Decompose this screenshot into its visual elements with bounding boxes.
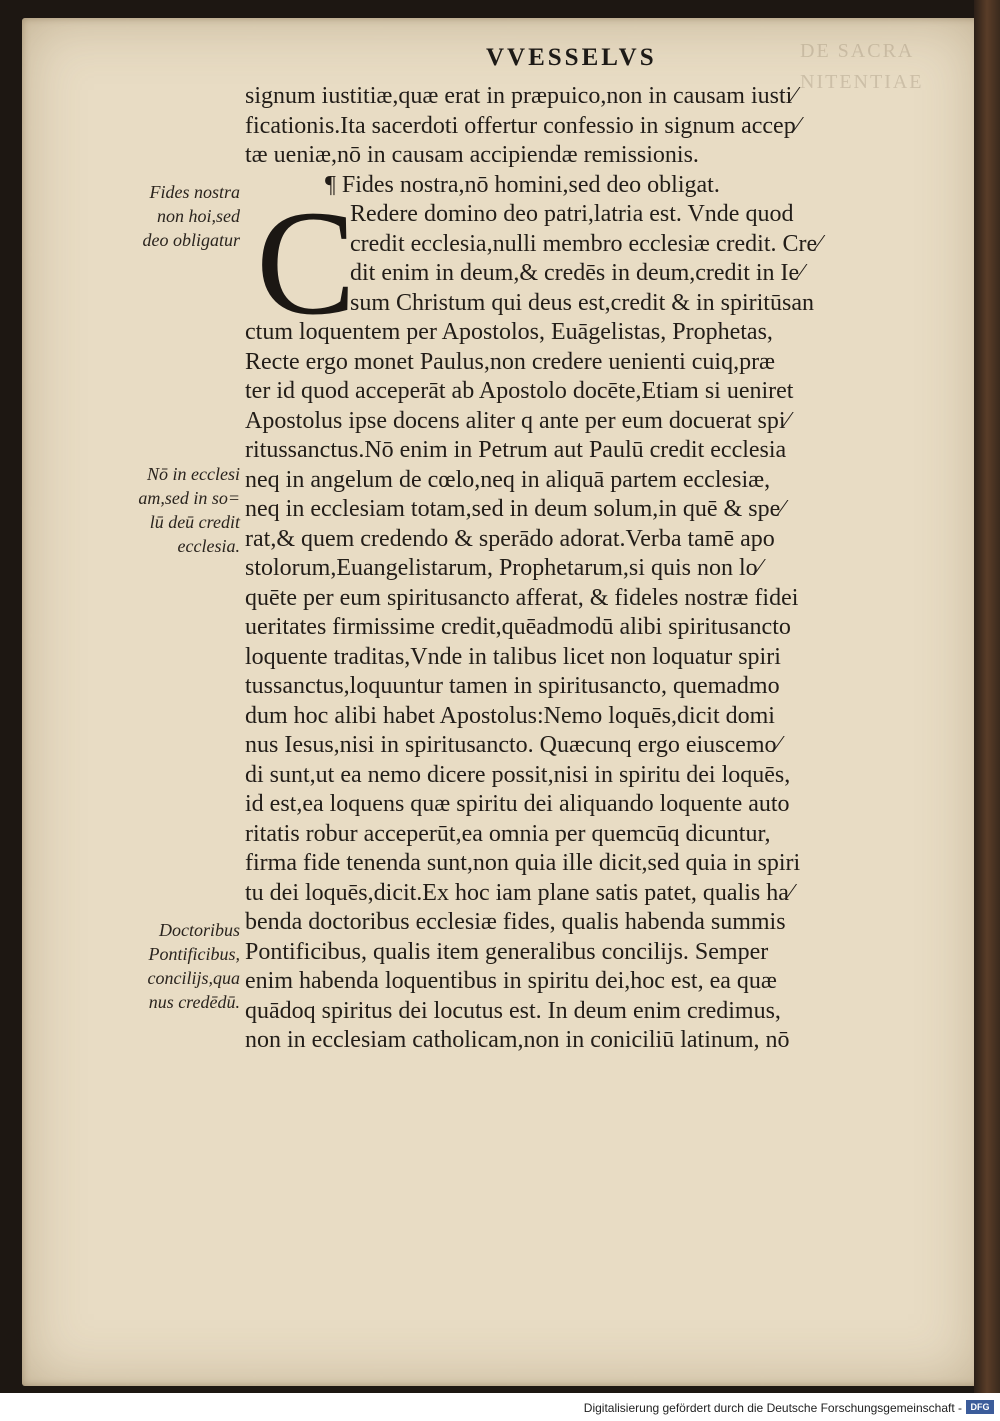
text-line: enim habenda loquentibus in spiritu dei,hoc est, ea quæ <box>245 968 777 994</box>
text-line: dum hoc alibi habet Apostolus:Nemo loquēs,dicit domi <box>245 702 775 729</box>
margin-note-line: Pontificibus, <box>148 944 240 964</box>
margin-note-line: ecclesia. <box>177 536 240 556</box>
margin-note-line: am,sed in so= <box>138 488 240 508</box>
margin-note-line: concilijs,qua <box>147 968 240 988</box>
text-line: quādoq spiritus dei locutus est. In deum enim credimus, <box>245 997 781 1024</box>
text-line: firma fide tenenda sunt,non quia ille dicit,sed quia in spiri <box>245 850 801 876</box>
margin-note-line: Fides nostra <box>149 182 240 202</box>
margin-note-line: Doctoribus <box>159 920 240 940</box>
margin-note-line: deo obligatur <box>142 230 240 250</box>
text-line: Apostolus ipse docens aliter q ante per eum docuerat spi⁄ <box>245 407 790 434</box>
text-line: tussanctus,loquuntur tamen in spiritusancto, quemadmo <box>245 673 780 699</box>
margin-note-line: nus credēdū. <box>148 992 240 1012</box>
text-line: ficationis.Ita sacerdoti offertur confessio in signum accep⁄ <box>245 112 800 139</box>
body-text <box>245 82 925 1056</box>
running-title: VVESSELVS <box>486 44 657 71</box>
dfg-logo-icon: DFG <box>966 1400 994 1414</box>
text-line: sum Christum qui deus est,credit & in spiritūsan <box>350 289 814 316</box>
text-line: ritussanctus.Nō enim in Petrum aut Paulū credit ecclesia <box>245 437 787 463</box>
bleed-line: NITENTIAE <box>800 71 924 93</box>
margin-note-fides <box>105 180 240 252</box>
text-line: di sunt,ut ea nemo dicere possit,nisi in spiritu dei loquēs, <box>245 761 791 788</box>
text-line: neq in angelum de cœlo,neq in aliquā partem ecclesiæ, <box>245 466 771 493</box>
drop-capital: C <box>256 180 357 346</box>
text-line: stolorum,Euangelistarum, Prophetarum,si quis non lo⁄ <box>245 555 762 581</box>
text-line: Recte ergo monet Paulus,non credere uenienti cuiq,præ <box>245 348 776 375</box>
text-line: ritatis robur acceperūt,ea omnia per quemcūq dicuntur, <box>245 820 771 847</box>
bleed-line: DE SACRA <box>800 40 915 62</box>
text-line: loquente traditas,Vnde in talibus licet non loquatur spiri <box>245 643 781 670</box>
text-line: ueritates firmissime credit,quēadmodū alibi spiritusancto <box>245 614 791 640</box>
text-line: dit enim in deum,& credēs in deum,credit in Ie⁄ <box>350 260 804 286</box>
text-line: ter id quod acceperāt ab Apostolo docēte,Etiam si ueniret <box>245 378 794 404</box>
margin-note-line: Nō in ecclesi <box>147 464 240 484</box>
text-line: ctum loquentem per Apostolos, Euāgelistas, Prophetas, <box>245 319 773 345</box>
text-line: signum iustitiæ,quæ erat in præpuico,non in causam iusti⁄ <box>245 83 797 109</box>
text-line: quēte per eum spiritusancto afferat, & fideles nostræ fidei <box>245 584 799 611</box>
book-edge <box>974 0 1000 1400</box>
text-line: tu dei loquēs,dicit.Ex hoc iam plane satis patet, qualis ha⁄ <box>245 879 793 906</box>
margin-note-doctoribus <box>105 918 240 1014</box>
margin-note-line: lū deū credit <box>149 512 240 532</box>
text-line: nus Iesus,nisi in spiritusancto. Quæcunq ergo eiuscemo⁄ <box>245 732 781 758</box>
text-line: rat,& quem credendo & sperādo adorat.Verba tamē apo <box>245 525 775 552</box>
digitization-footer <box>0 1393 1000 1421</box>
text-line: Redere domino deo patri,latria est. Vnde quod <box>350 201 794 227</box>
margin-note-ecclesia <box>105 462 240 558</box>
text-line: id est,ea loquens quæ spiritu dei aliquando loquente auto <box>245 791 790 817</box>
text-line: non in ecclesiam catholicam,non in coniciliū latinum, nō <box>245 1027 790 1053</box>
text-line: tæ ueniæ,nō in causam accipiendæ remissionis. <box>245 142 699 168</box>
footer-credit: Digitalisierung gefördert durch die Deutsche Forschungsgemeinschaft - <box>583 1401 962 1415</box>
margin-note-line: non hoi,sed <box>157 206 240 226</box>
text-line: benda doctoribus ecclesiæ fides, qualis habenda summis <box>245 909 786 935</box>
text-line: neq in ecclesiam totam,sed in deum solum,in quē & spe⁄ <box>245 496 785 522</box>
text-line: credit ecclesia,nulli membro ecclesiæ credit. Cre⁄ <box>350 230 822 257</box>
text-line: ¶ Fides nostra,nō homini,sed deo obligat. <box>325 171 720 198</box>
text-line: Pontificibus, qualis item generalibus concilijs. Semper <box>245 938 769 965</box>
